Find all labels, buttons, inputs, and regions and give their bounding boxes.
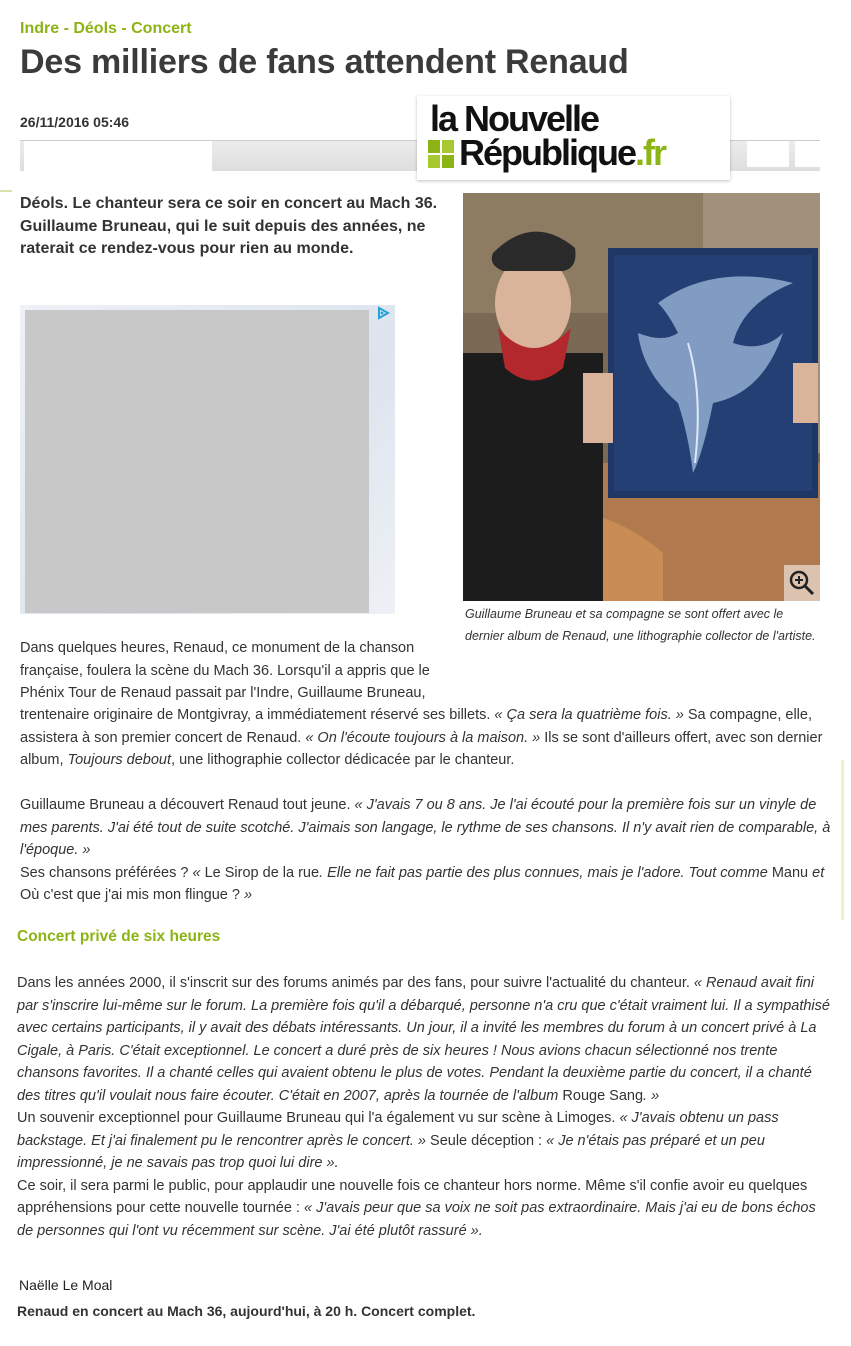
text: Dans les années 2000, il s'inscrit sur des forums animés par des fans, pour suivre l'actualité du chanteur. [17,975,694,991]
section-subheading: Concert privé de six heures [17,928,221,945]
article-photo[interactable] [463,193,820,601]
logo-main: République [459,132,635,173]
paragraph-1-a: Dans quelques heures, Renaud, ce monument de la chanson française, foulera la scène du Mach 36. Lorsqu'il a appris que le Phénix Tour de Renaud passait par l'Indre, Guillaume Bruneau, [20,640,430,701]
quote: et [808,864,825,881]
tab-small-2[interactable] [795,141,820,167]
text: Guillaume Bruneau a découvert Renaud tout jeune. [20,797,355,813]
quote: « Ça sera la quatrième fois. » [494,707,684,723]
text: Ils se sont d'ailleurs offert, avec son dernier album, [20,729,823,768]
album-title: Rouge Sang [562,1087,644,1104]
paragraph-2 [20,794,835,907]
quote: « On l'écoute toujours à la maison. » [305,729,541,746]
song-title: Où c'est que j'ai mis mon flingue ? [20,887,240,903]
site-logo[interactable] [417,96,730,180]
quote: . » [643,1087,660,1104]
quote: « J'avais obtenu un pass backstage. Et j'ai finalement pu le rencontrer après le concert. » [17,1110,779,1149]
logo-line1: la Nouvelle [430,98,599,139]
text: trentenaire originaire de Montgivray, a immédiatement réservé ses billets. [20,707,495,723]
text: Un souvenir exceptionnel pour Guillaume Bruneau qui l'a également vu sur scène à Limoges. [17,1110,620,1126]
quote: « Renaud avait fini par s'inscrire lui-même sur le forum. La première fois qu'il a débarqué, personne n'a cru que c'était vraiment lui. Il a sympathisé avec certains participants, il y avait des débats intéressants. Un jour, il a invité les membres du forum à un concert privé à La Cigale, à Paris. C'était exceptionnel. Le concert a duré près de six heures ! Nous avions chacun sélectionné nos trente chansons favorites. Il a chanté celles qui avaient obtenu le plus de votes. Pendant la deuxième partie du concert, il a chanté des titres qu'il voulait nous faire écouter. C'était en 2007, après la tournée de l'album [17,975,830,1104]
quote: « J'avais 7 ou 8 ans. Je l'ai écouté pour la première fois sur un vinyle de mes parents. J'ai été tout de suite scotché. J'aimais son langage, le rythme de ses chansons. Il n'y avait rien de comparable, à l'époque. » [20,797,831,858]
right-scroll-accent [841,760,844,920]
article-kicker[interactable]: Indre - Déols - Concert [20,20,192,37]
text: Sa compagne, elle, assistera à son premier concert de Renaud. [20,707,812,746]
left-accent [0,190,12,192]
paragraph-1-b [20,704,835,772]
article-footer-note: Renaud en concert au Mach 36, aujourd'hui, à 20 h. Concert complet. [17,1303,476,1319]
text: Seule déception : [426,1132,547,1149]
article-title: Des milliers de fans attendent Renaud [20,43,629,81]
quote: « Je n'étais pas préparé et un peu impressionné, je ne savais pas trop quoi lui dire ». [17,1132,765,1171]
text: , une lithographie collector dédicacée par le chanteur. [171,752,515,768]
article-lead: Déols. Le chanteur sera ce soir en concert au Mach 36. Guillaume Bruneau, qui le suit depuis des années, ne raterait ce rendez-vous pour rien au monde. [20,195,438,257]
quote: « J'avais peur que sa voix ne soit pas extraordinaire. Mais j'ai eu de bons échos de personnes qui l'ont vu récemment sur scène. J'ai été plutôt rassuré ». [17,1200,816,1239]
article-date: 26/11/2016 05:46 [20,114,129,130]
logo-tld: .fr [635,132,665,173]
text: Ses chansons préférées ? [20,864,193,881]
article-author: Naëlle Le Moal [19,1277,113,1293]
adchoices-icon[interactable] [376,306,390,320]
quote: « [192,864,205,881]
photo-caption: Guillaume Bruneau et sa compagne se sont offert avec le dernier album de Renaud, une lithographie collector de l'artiste. [465,607,816,643]
zoom-icon [784,565,820,601]
text: Ce soir, il sera parmi le public, pour applaudir une nouvelle fois ce chanteur hors norme. Même s'il confie avoir eu quelques appréhensions pour cette nouvelle tournée : [17,1177,808,1216]
ad-placeholder[interactable] [25,310,369,613]
logo-line2 [459,132,665,174]
logo-mark-icon [428,140,454,168]
zoom-button[interactable] [784,565,820,601]
paragraph-3 [17,972,832,1242]
tab-small-1[interactable] [747,141,789,167]
quote: » [239,887,253,903]
quote: . Elle ne fait pas partie des plus connues, mais je l'adore. Tout comme [319,864,772,881]
tab-active[interactable] [24,141,212,173]
song-title: Le Sirop de la rue [204,864,320,881]
album-title: Toujours debout [67,752,172,768]
song-title: Manu [771,864,809,881]
